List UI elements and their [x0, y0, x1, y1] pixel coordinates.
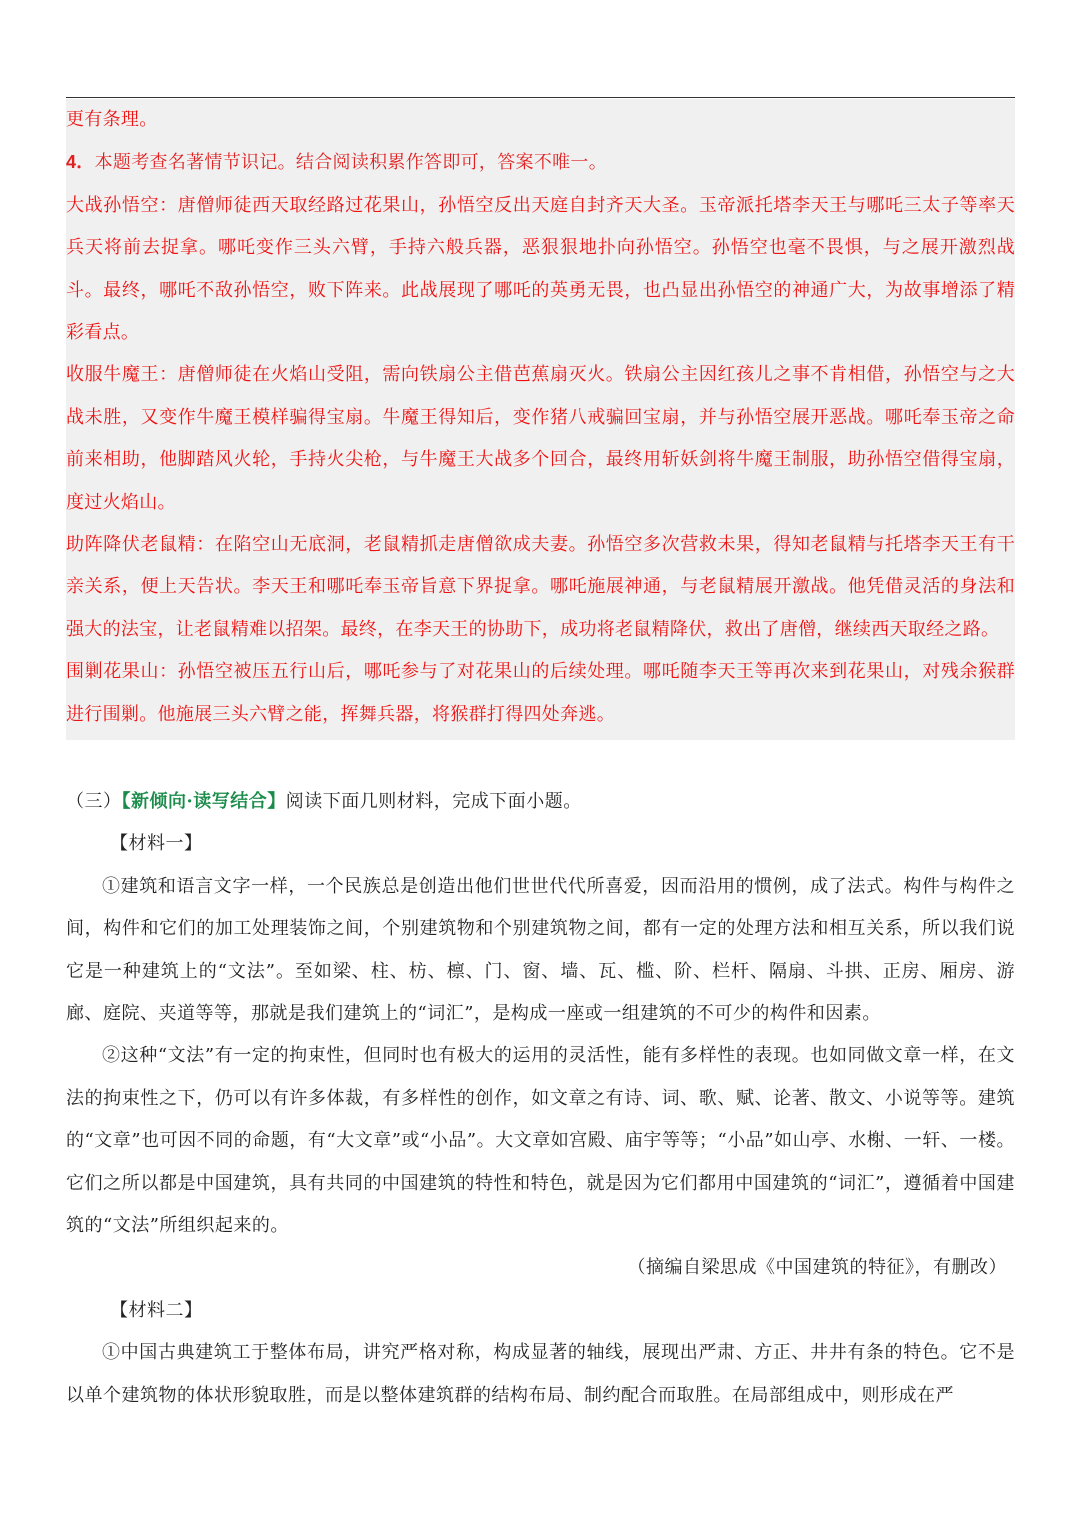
- material-1-source: （摘编自梁思成《中国建筑的特征》，有删改）: [627, 1257, 1007, 1279]
- answer-item: 大战孙悟空：唐僧师徒西天取经路过花果山，孙悟空反出天庭自封齐天大圣。玉帝派托塔李天王与哪吒三太子等率天兵天将前去捉拿。哪吒变作三头六臂，手持六般兵器，恶狠狠地扑向孙悟空。孙悟空也毫不畏惧，与之展开激烈战斗。最终，哪吒不敌孙悟空，败下阵来。此战展现了哪吒的英勇无畏，也凸显出孙悟空的神通广大，为故事增添了精彩看点。: [66, 194, 1015, 344]
- section-instruction: 阅读下面几则材料，完成下面小题。: [285, 791, 582, 812]
- question-4-analysis: [66, 141, 1015, 184]
- question-number: 4．: [66, 152, 95, 173]
- material-2-paragraph-1: ①中国古典建筑工于整体布局，讲究严格对称，构成显著的轴线，展现出严肃、方正、井井有条的特色。它不是以单个建筑物的体状形貌取胜，而是以整体建筑群的结构布局、制约配合而取胜。在局部组成中，则形成在严: [66, 1342, 1015, 1406]
- answer-item: 助阵降伏老鼠精：在陷空山无底洞，老鼠精抓走唐僧欲成夫妻。孙悟空多次营救未果，得知老鼠精与托塔李天王有干亲关系，便上天告状。李天王和哪吒奉玉帝旨意下界捉拿。哪吒施展神通，与老鼠精展开激战。他凭借灵活的身法和强大的法宝，让老鼠精难以招架。最终，在李天王的协助下，成功将老鼠精降伏，救出了唐僧，继续西天取经之路。: [66, 534, 1015, 640]
- section-prefix: （三）: [66, 791, 122, 812]
- section-tag: 【新倾向·读写结合】: [121, 791, 286, 812]
- material-1-paragraph-1: ①建筑和语言文字一样，一个民族总是创造出他们世世代代所喜爱，因而沿用的惯例，成了法式。构件与构件之间，构件和它们的加工处理装饰之间，个别建筑物和个别建筑物之间，都有一定的处理方法和相互关系，所以我们说它是一种建筑上的“文法”。至如梁、柱、枋、檩、门、窗、墙、瓦、槛、阶、栏杆、隔扇、斗拱、正房、厢房、游廊、庭院、夹道等等，那就是我们建筑上的“词汇”，是构成一座或一组建筑的不可少的构件和因素。: [66, 875, 1015, 1025]
- material-2-title: 【材料二】: [110, 1299, 203, 1321]
- header-rule: [66, 97, 1015, 98]
- material-1-paragraph-2: ②这种“文法”有一定的拘束性，但同时也有极大的运用的灵活性，能有多样性的表现。也如同做文章一样，在文法的拘束性之下，仍可以有许多体裁，有多样性的创作，如文章之有诗、词、歌、赋、论著、散文、小说等等。建筑的“文章”也可因不同的命题，有“大文章”或“小品”。大文章如宫殿、庙宇等等；“小品”如山亭、水榭、一轩、一楼。它们之所以都是中国建筑，具有共同的中国建筑的特性和特色，就是因为它们都用中国建筑的“词汇”，遵循着中国建筑的“文法”所组织起来的。: [66, 1045, 1015, 1237]
- material-1-title: 【材料一】: [110, 833, 203, 855]
- answer-item: 围剿花果山：孙悟空被压五行山后，哪吒参与了对花果山的后续处理。哪吒随李天王等再次来到花果山，对残余猴群进行围剿。他施展三头六臂之能，挥舞兵器，将猴群打得四处奔逃。: [66, 661, 1015, 725]
- answer-analysis-box: [66, 99, 1015, 740]
- reading-material: [66, 781, 1015, 1417]
- section-heading: [66, 781, 1015, 823]
- answer-item: 收服牛魔王：唐僧师徒在火焰山受阻，需向铁扇公主借芭蕉扇灭火。铁扇公主因红孩儿之事不肯相借，孙悟空与之大战未胜，又变作牛魔王模样骗得宝扇。牛魔王得知后，变作猪八戒骗回宝扇，并与孙悟空展开恶战。哪吒奉玉帝之命前来相助，他脚踏风火轮，手持火尖枪，与牛魔王大战多个回合，最终用斩妖剑将牛魔王制服，助孙悟空借得宝扇，度过火焰山。: [66, 364, 1015, 513]
- answer-continuation: 更有条理。: [66, 109, 158, 130]
- question-4-text: 本题考查名著情节识记。结合阅读积累作答即可，答案不唯一。: [94, 152, 608, 174]
